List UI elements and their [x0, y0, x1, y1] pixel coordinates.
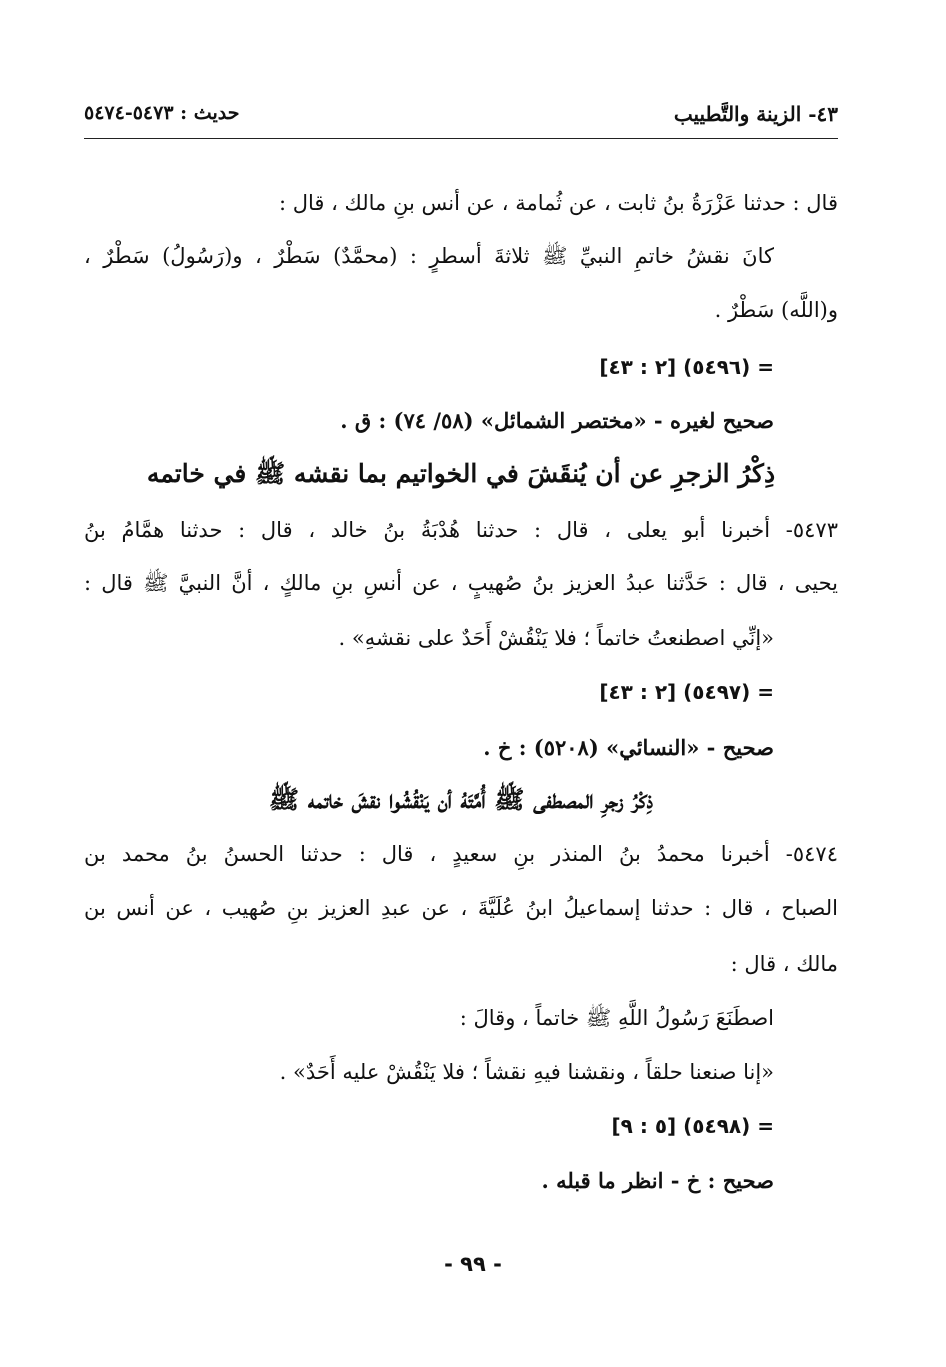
chapter-heading: ذِكْرُ الزجرِ عن أن يُنقَشَ في الخواتيم بما نقشه ﷺ في خاتمه: [146, 459, 776, 488]
chapter-heading: ذِكْرُ زجرِ المصطفى ﷺ أُمَّتَهُ أن يَنْقُشُوا نقشَ خاتمه ﷺ: [268, 785, 654, 814]
hadith-grade: صحيح لغيره - «مختصر الشمائل» (٥٨/ ٧٤) : ق .: [340, 408, 774, 433]
isnad-line: ٥٤٧٣- أخبرنا أبو يعلى ، قال : حدثنا هُدْبَةُ بنُ خالد ، قال : حدثنا همَّامُ بنُ: [84, 518, 838, 542]
cross-reference: = (٥٤٩٦) [٢ : ٤٣]: [599, 355, 774, 379]
isnad-line: مالك ، قال :: [730, 952, 838, 976]
hadith-grade: صحيح - «النسائي» (٥٢٠٨) : خ .: [483, 735, 774, 760]
page-number: - ٩٩ -: [444, 1252, 502, 1276]
isnad-line: الصباح ، قال : حدثنا إسماعيلُ ابنُ عُلَيَّةَ ، عن عبدِ العزيز بنِ صُهيب ، عن أنس بن: [84, 896, 838, 920]
cross-reference: = (٥٤٩٧) [٢ : ٤٣]: [599, 680, 774, 704]
isnad-line: قال : حدثنا عَزْرَةُ بنُ ثابت ، عن ثُمامة ، عن أنس بنِ مالك ، قال :: [278, 191, 838, 215]
page-header: [84, 98, 838, 139]
hadith-grade: صحيح : خ - انظر ما قبله .: [541, 1168, 774, 1193]
isnad-line: يحيى ، قال : حَدَّثنا عبدُ العزيز بنُ صُهيبٍ ، عن أنسِ بنِ مالكٍ ، أنَّ النبيَّ ﷺ قال :: [84, 571, 838, 595]
matn-line: اصطَنَعَ رَسُولُ اللَّهِ ﷺ خاتماً ، وقالَ :: [459, 1006, 774, 1030]
matn-line: «إنِّي اصطنعتُ خاتماً ؛ فلا يَنْقُشْ أَحَدٌ على نقشهِ» .: [338, 626, 774, 650]
matn-line: و(اللَّه) سَطْرٌ .: [714, 298, 838, 322]
matn-line: كانَ نقشُ خاتمِ النبيِّ ﷺ ثلاثةَ أسطرٍ : (محمَّدٌ) سَطْرٌ ، و(رَسُولُ) سَطْرٌ ،: [84, 244, 774, 268]
header-hadith-range: حديث : ٥٤٧٣-٥٤٧٤: [84, 102, 240, 124]
cross-reference: = (٥٤٩٨) [٥ : ٩]: [611, 1114, 774, 1138]
header-chapter-title: ٤٣- الزينة والتَّطييب: [673, 102, 838, 126]
matn-line: «إنا صنعنا حلقاً ، ونقشنا فيهِ نقشاً ؛ فلا يَنْقُشْ عليه أَحَدٌ» .: [279, 1060, 774, 1084]
isnad-line: ٥٤٧٤- أخبرنا محمدُ بنُ المنذر بنِ سعيدٍ ، قال : حدثنا الحسنُ بنُ محمد بن: [84, 842, 838, 866]
